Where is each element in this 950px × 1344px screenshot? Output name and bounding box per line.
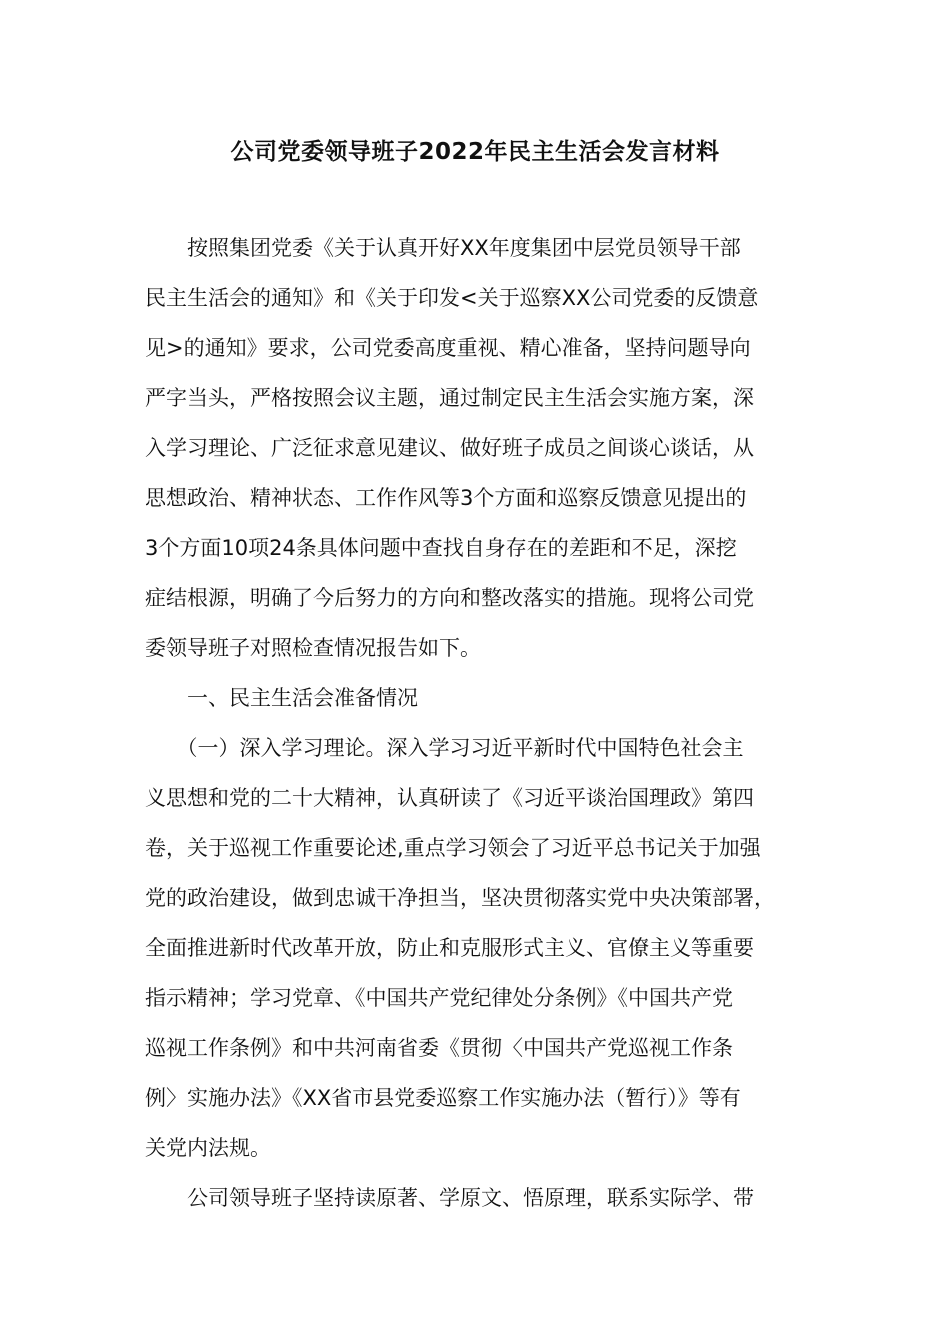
paragraph-line: 卷，关于巡视工作重要论述,重点学习领会了习近平总书记关于加强 bbox=[145, 836, 761, 860]
paragraph-line: 公司领导班子坚持读原著、学原文、悟原理，联系实际学、带 bbox=[145, 1186, 754, 1210]
paragraph-line: 见>的通知》要求，公司党委高度重视、精心准备，坚持问题导向 bbox=[145, 336, 751, 360]
paragraph-line: 例〉实施办法》《XX省市县党委巡察工作实施办法（暂行）》等有 bbox=[145, 1086, 741, 1110]
paragraph-line: 党的政治建设，做到忠诚干净担当，坚决贯彻落实党中央决策部署， bbox=[145, 886, 775, 910]
paragraph-line: 入学习理论、广泛征求意见建议、做好班子成员之间谈心谈话，从 bbox=[145, 436, 754, 460]
paragraph-line: 关党内法规。 bbox=[145, 1136, 271, 1160]
document-title: 公司党委领导班子2022年民主生活会发言材料 bbox=[230, 139, 720, 165]
paragraph-line: 全面推进新时代改革开放，防止和克服形式主义、官僚主义等重要 bbox=[145, 936, 754, 960]
paragraph-line: （一）深入学习理论。深入学习习近平新时代中国特色社会主 bbox=[145, 736, 744, 760]
section-heading: 一、民主生活会准备情况 bbox=[145, 686, 418, 710]
paragraph-line: 指示精神；学习党章、《中国共产党纪律处分条例》《中国共产党 bbox=[145, 986, 733, 1010]
paragraph-line: 症结根源，明确了今后努力的方向和整改落实的措施。现将公司党 bbox=[145, 586, 754, 610]
paragraph-line: 巡视工作条例》和中共河南省委《贯彻〈中国共产党巡视工作条 bbox=[145, 1036, 733, 1060]
paragraph-line: 义思想和党的二十大精神，认真研读了《习近平谈治国理政》第四 bbox=[145, 786, 754, 810]
paragraph-line: 委领导班子对照检查情况报告如下。 bbox=[145, 636, 481, 660]
paragraph-line: 按照集团党委《关于认真开好XX年度集团中层党员领导干部 bbox=[145, 236, 741, 260]
paragraph-line: 3个方面10项24条具体问题中查找自身存在的差距和不足，深挖 bbox=[145, 536, 737, 560]
paragraph-line: 严字当头，严格按照会议主题，通过制定民主生活会实施方案，深 bbox=[145, 386, 754, 410]
paragraph-line: 思想政治、精神状态、工作作风等3个方面和巡察反馈意见提出的 bbox=[145, 486, 747, 510]
paragraph-line: 民主生活会的通知》和《关于印发<关于巡察XX公司党委的反馈意 bbox=[145, 286, 759, 310]
